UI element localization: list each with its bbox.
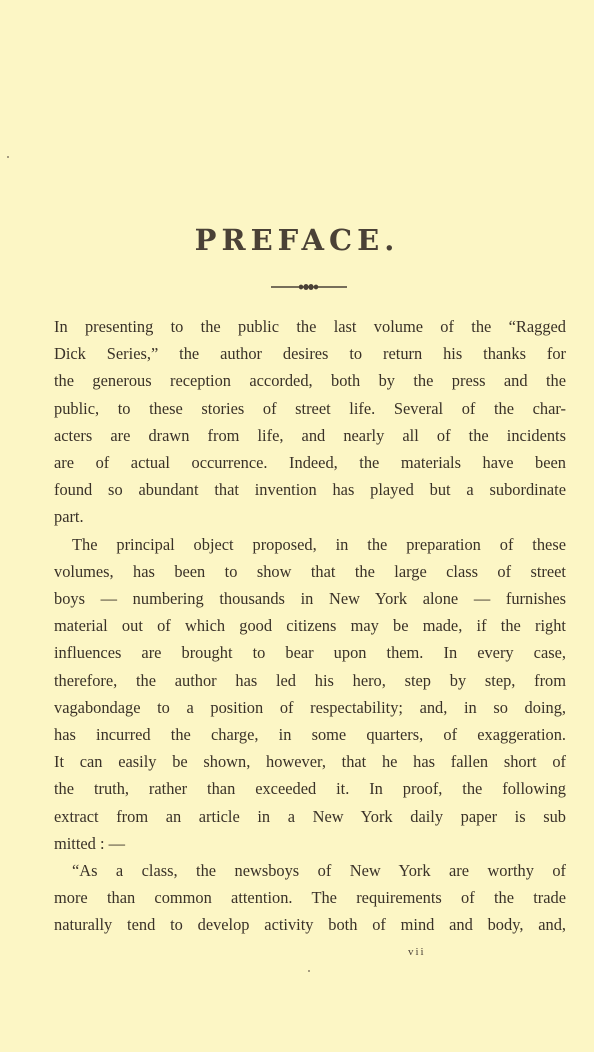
text-line: boys — numbering thousands in New York alone — furnishes xyxy=(54,589,566,609)
preface-body xyxy=(54,313,566,939)
page-title: PREFACE. xyxy=(194,223,400,257)
text-line: the truth, rather than exceeded it. In proof, the following xyxy=(54,779,566,799)
text-line: material out of which good citizens may be made, if the right xyxy=(54,616,566,636)
text-line: has incurred the charge, in some quarters, of exaggeration. xyxy=(54,725,566,745)
text-line: It can easily be shown, however, that he has fallen short of xyxy=(54,752,566,772)
text-line: found so abundant that invention has played but a subordinate xyxy=(54,480,566,500)
text-line: extract from an article in a New York daily paper is sub xyxy=(54,806,566,826)
paragraph xyxy=(54,857,566,939)
text-line: more than common attention. The requirements of the trade xyxy=(54,888,566,908)
text-line: influences are brought to bear upon them. In every case, xyxy=(54,643,566,663)
text-line: Dick Series,” the author desires to return his thanks for xyxy=(54,344,566,364)
text-line: acters are drawn from life, and nearly all of the incidents xyxy=(54,425,566,445)
rule-ornament-icon xyxy=(271,281,347,293)
text-line: part. xyxy=(54,507,84,527)
page-number: vii xyxy=(408,946,426,958)
text-line: vagabondage to a position of respectability; and, in so doing, xyxy=(54,697,566,717)
text-line: The principal object proposed, in the preparation of these xyxy=(72,534,566,554)
text-line: therefore, the author has led his hero, step by step, from xyxy=(54,670,566,690)
text-line: the generous reception accorded, both by the press and the xyxy=(54,371,566,391)
paper-speck xyxy=(308,970,310,972)
text-line: mitted : — xyxy=(54,833,126,853)
text-line: “As a class, the newsboys of New York are worthy of xyxy=(72,861,566,881)
paragraph xyxy=(54,531,566,857)
text-line: volumes, has been to show that the large class of street xyxy=(54,561,566,581)
paper-speck xyxy=(7,156,9,158)
text-line: In presenting to the public the last volume of the “Ragged xyxy=(54,317,566,336)
text-line: are of actual occurrence. Indeed, the materials have been xyxy=(54,453,566,473)
text-line: naturally tend to develop activity both of mind and body, and, xyxy=(54,915,566,935)
text-line: public, to these stories of street life. Several of the char- xyxy=(54,398,566,418)
paragraph xyxy=(54,313,566,531)
